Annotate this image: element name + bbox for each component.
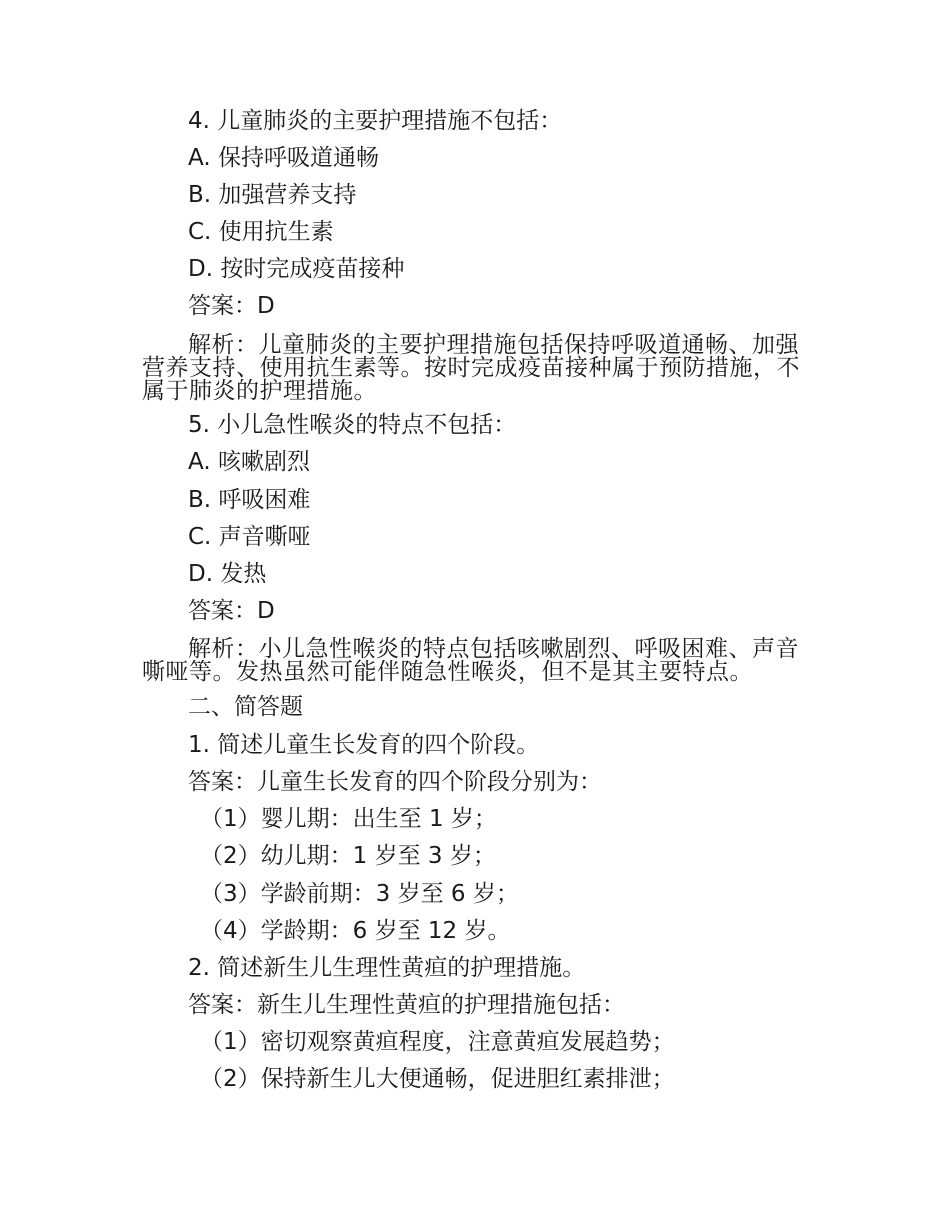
sa2-item-1: （1）密切观察黄疸程度，注意黄疸发展趋势； (200, 1029, 675, 1055)
short-answer-1-question: 1. 简述儿童生长发育的四个阶段。 (188, 732, 540, 758)
sa1-item-4: （4）学龄期：6 岁至 12 岁。 (200, 918, 511, 944)
q5-option-a: A. 咳嗽剧烈 (188, 449, 310, 475)
q5-option-c: C. 声音嘶哑 (188, 524, 311, 550)
sa1-item-3: （3）学龄前期：3 岁至 6 岁； (200, 881, 519, 907)
q5-analysis: 解析：小儿急性喉炎的特点包括咳嗽剧烈、呼吸困难、声音嘶哑等。发热虽然可能伴随急性喉炎，但不是其主要特点。 (142, 636, 799, 685)
section-heading: 二、简答题 (188, 694, 303, 720)
sa1-item-2: （2）幼儿期：1 岁至 3 岁； (200, 843, 496, 869)
q5-answer: 答案：D (188, 598, 275, 624)
question-5: 5. 小儿急性喉炎的特点不包括： (188, 412, 517, 438)
q4-analysis: 解析：儿童肺炎的主要护理措施包括保持呼吸道通畅、加强营养支持、使用抗生素等。按时完成疫苗接种属于预防措施，不属于肺炎的护理措施。 (142, 332, 800, 404)
q4-option-b: B. 加强营养支持 (188, 182, 357, 208)
q4-option-c: C. 使用抗生素 (188, 219, 334, 245)
q5-option-b: B. 呼吸困难 (188, 487, 311, 513)
q4-option-a: A. 保持呼吸道通畅 (188, 145, 379, 171)
question-4: 4. 儿童肺炎的主要护理措施不包括： (188, 108, 563, 134)
sa2-item-2: （2）保持新生儿大便通畅，促进胆红素排泄； (200, 1066, 675, 1092)
sa1-item-1: （1）婴儿期：出生至 1 岁； (200, 806, 497, 832)
short-answer-2-question: 2. 简述新生儿生理性黄疸的护理措施。 (188, 955, 586, 981)
q4-answer: 答案：D (188, 293, 275, 319)
q4-option-d: D. 按时完成疫苗接种 (188, 256, 405, 282)
q5-option-d: D. 发热 (188, 561, 267, 587)
short-answer-1-answer: 答案：儿童生长发育的四个阶段分别为： (188, 769, 602, 795)
short-answer-2-answer: 答案：新生儿生理性黄疸的护理措施包括： (188, 992, 625, 1018)
